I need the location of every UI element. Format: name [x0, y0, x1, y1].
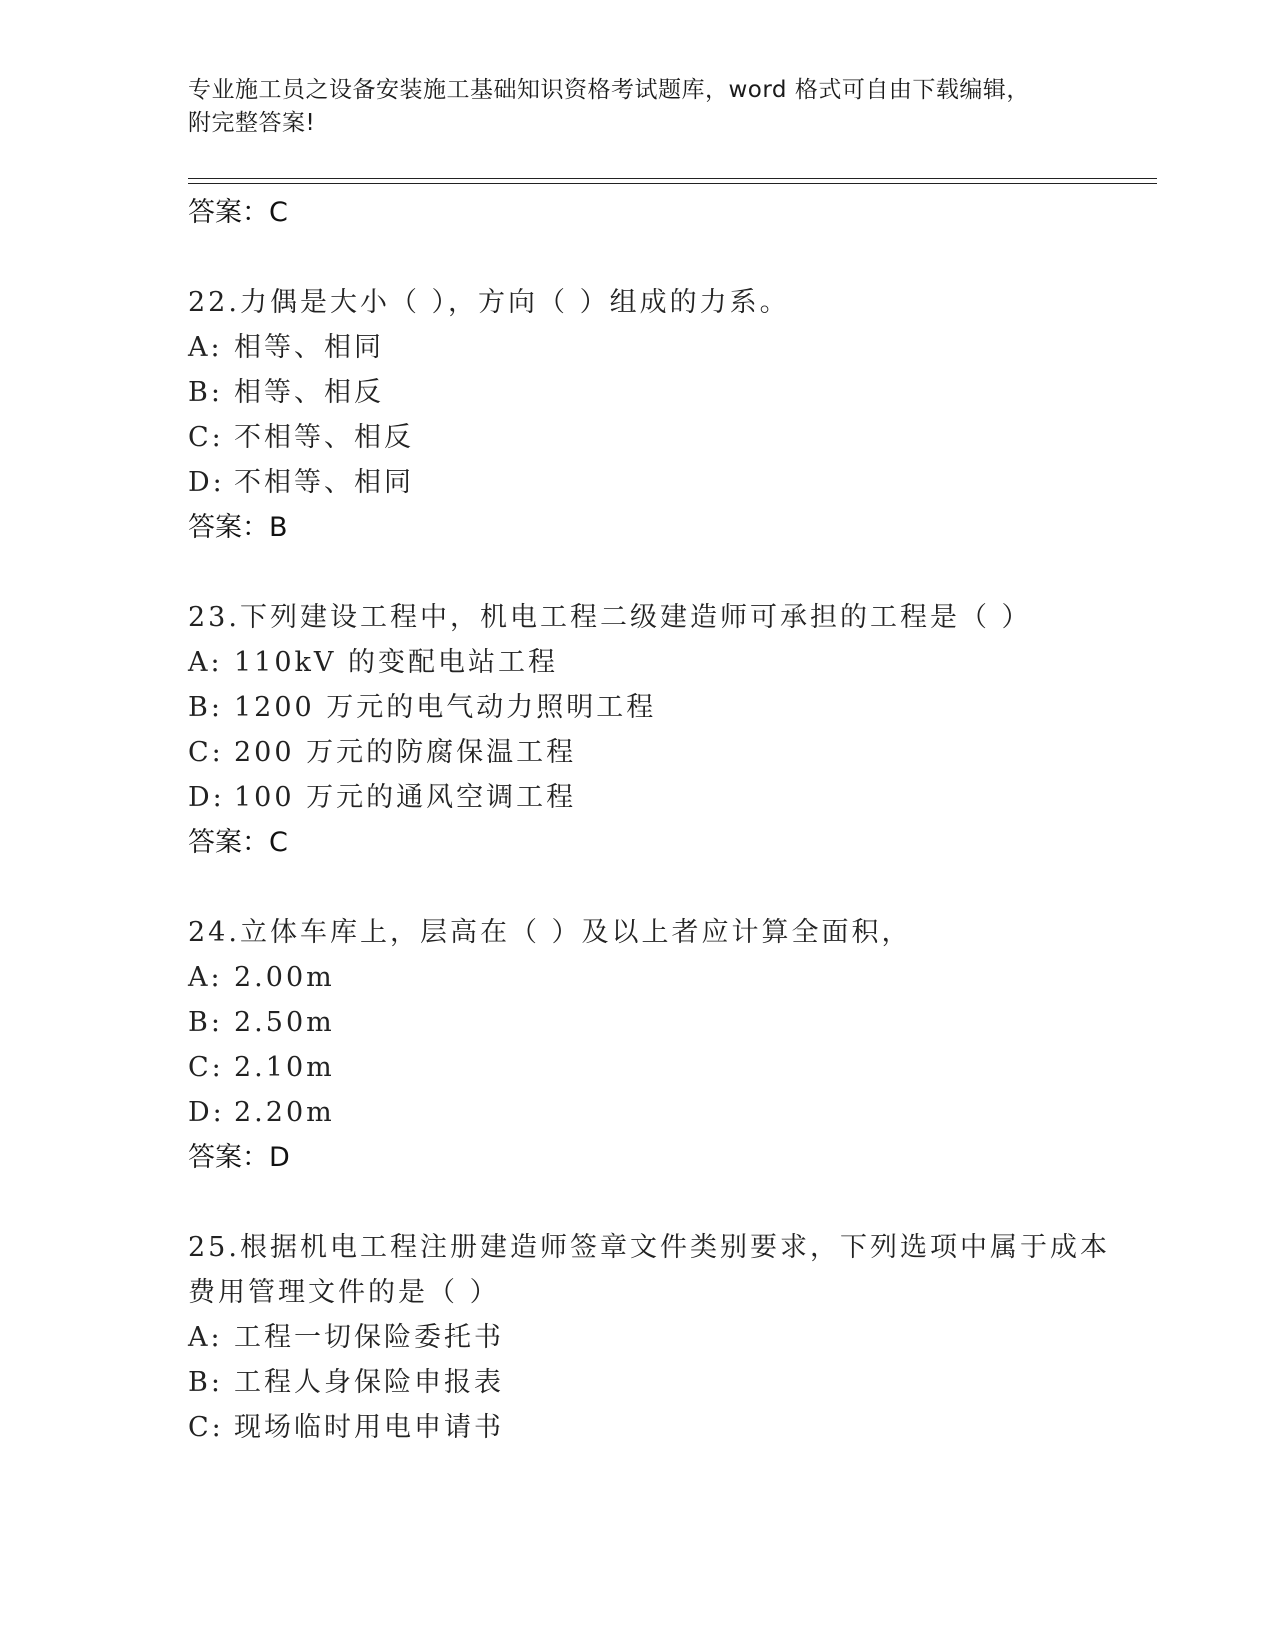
- question-22: [188, 280, 1148, 550]
- question-stem: 24.立体车库上，层高在（ ）及以上者应计算全面积，: [188, 917, 912, 948]
- question-25: [188, 1225, 1148, 1450]
- option-d: [188, 460, 1148, 505]
- option-letter: D:: [188, 782, 225, 813]
- option-letter: C:: [188, 737, 224, 768]
- header-line-2: 附完整答案!: [188, 110, 316, 136]
- option-a: [188, 640, 1148, 685]
- answer-line: 答案：D: [188, 1142, 290, 1173]
- answer-line: 答案：C: [188, 197, 288, 228]
- question-23: [188, 595, 1148, 865]
- option-text: 200 万元的防腐保温工程: [234, 737, 577, 768]
- question-24: [188, 910, 1148, 1180]
- option-d: [188, 775, 1148, 820]
- option-c: [188, 415, 1148, 460]
- option-text: 现场临时用电申请书: [234, 1412, 504, 1443]
- header-line-1: 专业施工员之设备安装施工基础知识资格考试题库，word 格式可自由下载编辑，: [188, 77, 1030, 103]
- option-c: [188, 730, 1148, 775]
- option-text: 110kV 的变配电站工程: [234, 647, 558, 678]
- option-text: 相等、相同: [234, 332, 384, 363]
- option-text: 2.10m: [234, 1052, 335, 1083]
- question-stem: 22.力偶是大小（ ），方向（ ）组成的力系。: [188, 287, 790, 318]
- option-letter: C:: [188, 422, 224, 453]
- option-text: 不相等、相同: [234, 467, 414, 498]
- option-b: [188, 685, 1148, 730]
- option-d: [188, 1090, 1148, 1135]
- option-letter: C:: [188, 1412, 224, 1443]
- option-letter: A:: [188, 962, 223, 993]
- option-letter: A:: [188, 647, 223, 678]
- option-c: [188, 1405, 1148, 1450]
- option-letter: B:: [188, 692, 223, 723]
- option-text: 不相等、相反: [234, 422, 414, 453]
- option-letter: A:: [188, 332, 223, 363]
- option-letter: B:: [188, 377, 223, 408]
- option-c: [188, 1045, 1148, 1090]
- option-text: 工程人身保险申报表: [234, 1367, 504, 1398]
- option-a: [188, 325, 1148, 370]
- option-a: [188, 955, 1148, 1000]
- option-text: 100 万元的通风空调工程: [234, 782, 577, 813]
- question-stem-line-2: 费用管理文件的是（ ）: [188, 1277, 500, 1308]
- header-divider-top: [188, 178, 1157, 179]
- option-b: [188, 1360, 1148, 1405]
- option-letter: C:: [188, 1052, 224, 1083]
- option-text: 相等、相反: [234, 377, 384, 408]
- option-letter: B:: [188, 1367, 223, 1398]
- question-list: [188, 190, 1148, 1450]
- option-text: 2.00m: [234, 962, 335, 993]
- option-letter: A:: [188, 1322, 223, 1353]
- option-text: 工程一切保险委托书: [234, 1322, 504, 1353]
- question-stem-line-1: 25.根据机电工程注册建造师签章文件类别要求，下列选项中属于成本: [188, 1232, 1110, 1263]
- option-text: 1200 万元的电气动力照明工程: [234, 692, 657, 723]
- option-a: [188, 1315, 1148, 1360]
- option-b: [188, 370, 1148, 415]
- option-b: [188, 1000, 1148, 1045]
- option-letter: D:: [188, 467, 225, 498]
- question-stem: 23.下列建设工程中，机电工程二级建造师可承担的工程是（ ）: [188, 602, 1032, 633]
- answer-line: 答案：C: [188, 827, 288, 858]
- option-text: 2.20m: [234, 1097, 335, 1128]
- answer-line: 答案：B: [188, 512, 288, 543]
- document-header: [188, 74, 1088, 140]
- option-letter: B:: [188, 1007, 223, 1038]
- option-text: 2.50m: [234, 1007, 335, 1038]
- header-divider-bottom: [188, 183, 1157, 184]
- option-letter: D:: [188, 1097, 225, 1128]
